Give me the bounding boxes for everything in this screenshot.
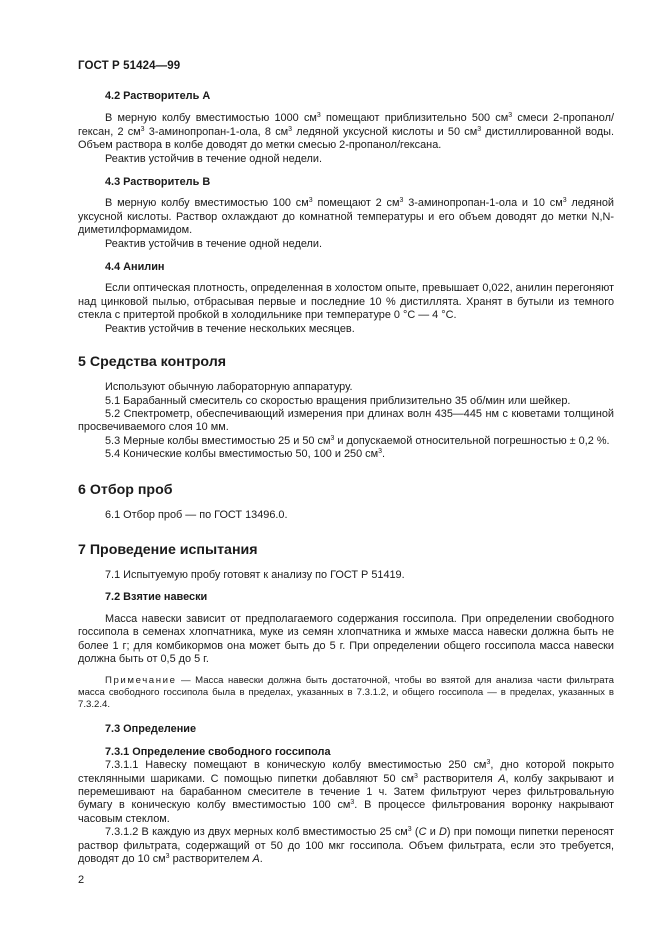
section-7-2-title: 7.2 Взятие навески <box>105 591 208 604</box>
section-4-3-title: 4.3 Растворитель В <box>105 176 211 189</box>
section-4-4-paragraph: Если оптическая плотность, определенная в холостом опыте, превышает 0,022, анилин перегоняют над цинковой пылью, отбрасывая первые и последние 10 % дистиллята. Хранят в бутыли из темного стекла с притертой пробкой в холодильнике при температуре 0 °С — 4 °С. <box>78 282 614 322</box>
section-4-2-title: 4.2 Растворитель А <box>105 90 211 102</box>
section-7-title: 7 Проведение испытания <box>78 541 258 558</box>
section-4-4-title: 4.4 Анилин <box>105 261 165 274</box>
section-5-1: 5.1 Барабанный смеситель со скоростью вращения приблизительно 35 об/мин или шейкер. <box>105 394 571 407</box>
section-4-2-paragraph: В мерную колбу вместимостью 1000 $см^3$ помещают приблизительно 500 $см^3$ смеси 2-пропанол/гексан, 2 $см^3$ 3-аминопропан-1-ола, 8 $см^3$ ледяной уксусной кислоты и 50 $см^3$ дистиллированной воды. Объем раствора в колбе доводят до метки смесью 2-пропанол/гексана. <box>78 112 615 152</box>
section-4-3-stability: Реактив устойчив в течение одной недели. <box>105 237 322 250</box>
section-6-1: 6.1 Отбор проб — по ГОСТ 13496.0. <box>105 508 288 521</box>
section-7-3-1-2: 7.3.1.2 В каждую из двух мерных колб вместимостью 25 $см^3$ (С и D) при помощи пипетки переносят раствор фильтрата, содержащий от 50 до 100 мкг госсипола. Объем фильтрата, если это требуется, доводят до 10 $см^3$ растворителем А. <box>78 826 615 866</box>
section-5-3: 5.3 Мерные колбы вместимостью 25 и 50 $см^3$ и допускаемой относительной погрешностью ± 0,2 %. <box>105 434 610 447</box>
standard-code-header: ГОСТ Р 51424—99 <box>78 60 181 72</box>
section-4-4-stability: Реактив устойчив в течение нескольких месяцев. <box>105 322 355 335</box>
section-6-title: 6 Отбор проб <box>78 481 173 498</box>
section-7-3-1-1: 7.3.1.1 Навеску помещают в коническую колбу вместимостью 250 $см^3$, дно которой покрыто стеклянными шариками. С помощью пипетки добавляют 50 $см^3$ растворителя А, колбу закрывают и перемешивают на барабанном смесителе в течение 1 ч. Затем фильтруют через фильтровальную бумагу в коническую колбу вместимостью 100 $см^3$. В процессе фильтрования воронку накрывают часовым стеклом. <box>78 759 615 825</box>
section-4-3-paragraph: В мерную колбу вместимостью 100 $см^3$ помещают 2 $см^3$ 3-аминопропан-1-ола и 10 $см^3$ ледяной уксусной кислоты. Раствор охлаждают до комнатной температуры и его объем доводят до метки N,N-диметилформамидом. <box>78 197 615 237</box>
section-7-3-title: 7.3 Определение <box>105 723 197 736</box>
section-5-intro: Используют обычную лабораторную аппаратуру. <box>105 381 353 394</box>
section-7-1: 7.1 Испытуемую пробу готовят к анализу по ГОСТ Р 51419. <box>105 568 405 581</box>
section-4-2-stability: Реактив устойчив в течение одной недели. <box>105 152 322 165</box>
section-7-2-note: Примечание — Масса навески должна быть достаточной, чтобы во взятой для анализа части фильтрата масса свободного госсипола была в пределах, указанных в 7.3.1.2, и общего госсипола — в пределах, указанных в 7.3.2.4. <box>78 675 614 711</box>
section-5-title: 5 Средства контроля <box>78 354 227 371</box>
document-body <box>78 90 614 866</box>
section-5-2: 5.2 Спектрометр, обеспечивающий измерения при длинах волн 435—445 нм с кюветами толщиной просвечиваемого слоя 10 мм. <box>78 407 614 434</box>
section-7-2-paragraph: Масса навески зависит от предполагаемого содержания госсипола. При определении свободного госсипола в семенах хлопчатника, муке из семян хлопчатника и жмыхе масса навески должна быть не более 1 г; для комбикормов она может быть до 5 г. При определении общего госсипола масса навески должна быть от 0,5 до 5 г. <box>78 612 614 665</box>
section-7-3-1-title: 7.3.1 Определение свободного госсипола <box>105 745 331 758</box>
page-number: 2 <box>78 874 85 886</box>
section-5-4: 5.4 Конические колбы вместимостью 50, 100 и 250 $см^3$. <box>105 448 386 461</box>
